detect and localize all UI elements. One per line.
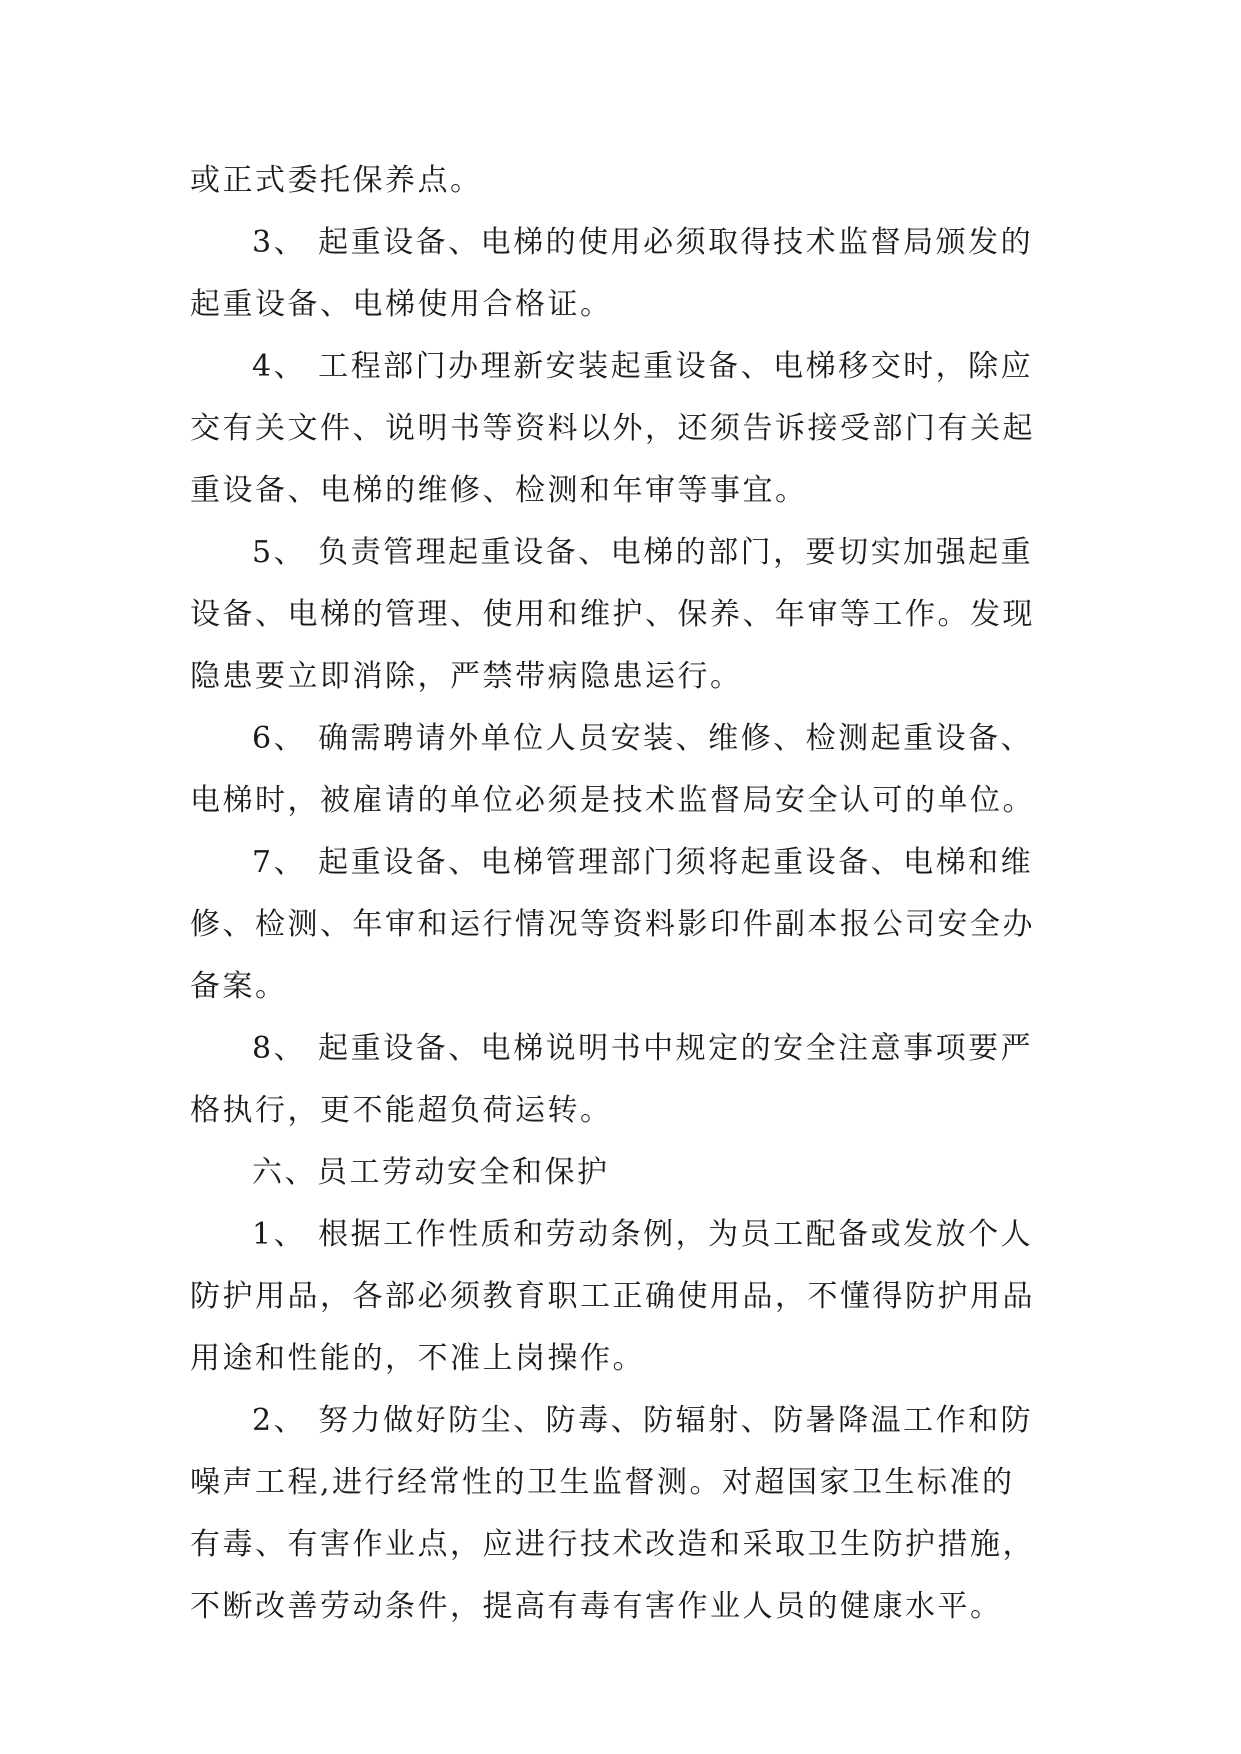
- text-line: 起重设备、电梯使用合格证。: [190, 287, 613, 322]
- text-line: 重设备、电梯的维修、检测和年审等事宜。: [190, 473, 808, 508]
- text-line: 电梯时，被雇请的单位必须是技术监督局安全认可的单位。: [190, 783, 1035, 818]
- text-line: 设备、电梯的管理、使用和维护、保养、年审等工作。发现: [190, 597, 1035, 632]
- text-line: 防护用品，各部必须教育职工正确使用品，不懂得防护用品: [190, 1279, 1035, 1314]
- text-line: 7、 起重设备、电梯管理部门须将起重设备、电梯和维: [252, 845, 1034, 880]
- text-line: 6、 确需聘请外单位人员安装、维修、检测起重设备、: [252, 721, 1034, 756]
- text-line: 5、 负责管理起重设备、电梯的部门，要切实加强起重: [252, 535, 1034, 570]
- text-line: 1、 根据工作性质和劳动条例，为员工配备或发放个人: [252, 1217, 1034, 1252]
- text-line: 修、检测、年审和运行情况等资料影印件副本报公司安全办: [190, 907, 1035, 942]
- text-line: 隐患要立即消除，严禁带病隐患运行。: [190, 659, 743, 694]
- text-line: 备案。: [190, 969, 288, 1004]
- text-line: 8、 起重设备、电梯说明书中规定的安全注意事项要严: [252, 1031, 1034, 1066]
- text-line: 用途和性能的，不准上岗操作。: [190, 1341, 645, 1376]
- text-line: 2、 努力做好防尘、防毒、防辐射、防暑降温工作和防: [252, 1403, 1034, 1438]
- text-line: 或正式委托保养点。: [190, 163, 483, 198]
- text-line: 有毒、有害作业点，应进行技术改造和采取卫生防护措施，: [190, 1527, 1035, 1562]
- text-line: 4、 工程部门办理新安装起重设备、电梯移交时，除应: [252, 349, 1034, 384]
- section-heading: 六、员工劳动安全和保护: [252, 1155, 610, 1190]
- text-line: 噪声工程,进行经常性的卫生监督测。对超国家卫生标准的: [190, 1465, 1015, 1500]
- text-line: 不断改善劳动条件，提高有毒有害作业人员的健康水平。: [190, 1589, 1003, 1624]
- text-line: 交有关文件、说明书等资料以外，还须告诉接受部门有关起: [190, 411, 1035, 446]
- text-line: 3、 起重设备、电梯的使用必须取得技术监督局颁发的: [252, 225, 1034, 260]
- document-body: [190, 150, 1070, 1638]
- text-line: 格执行，更不能超负荷运转。: [190, 1093, 613, 1128]
